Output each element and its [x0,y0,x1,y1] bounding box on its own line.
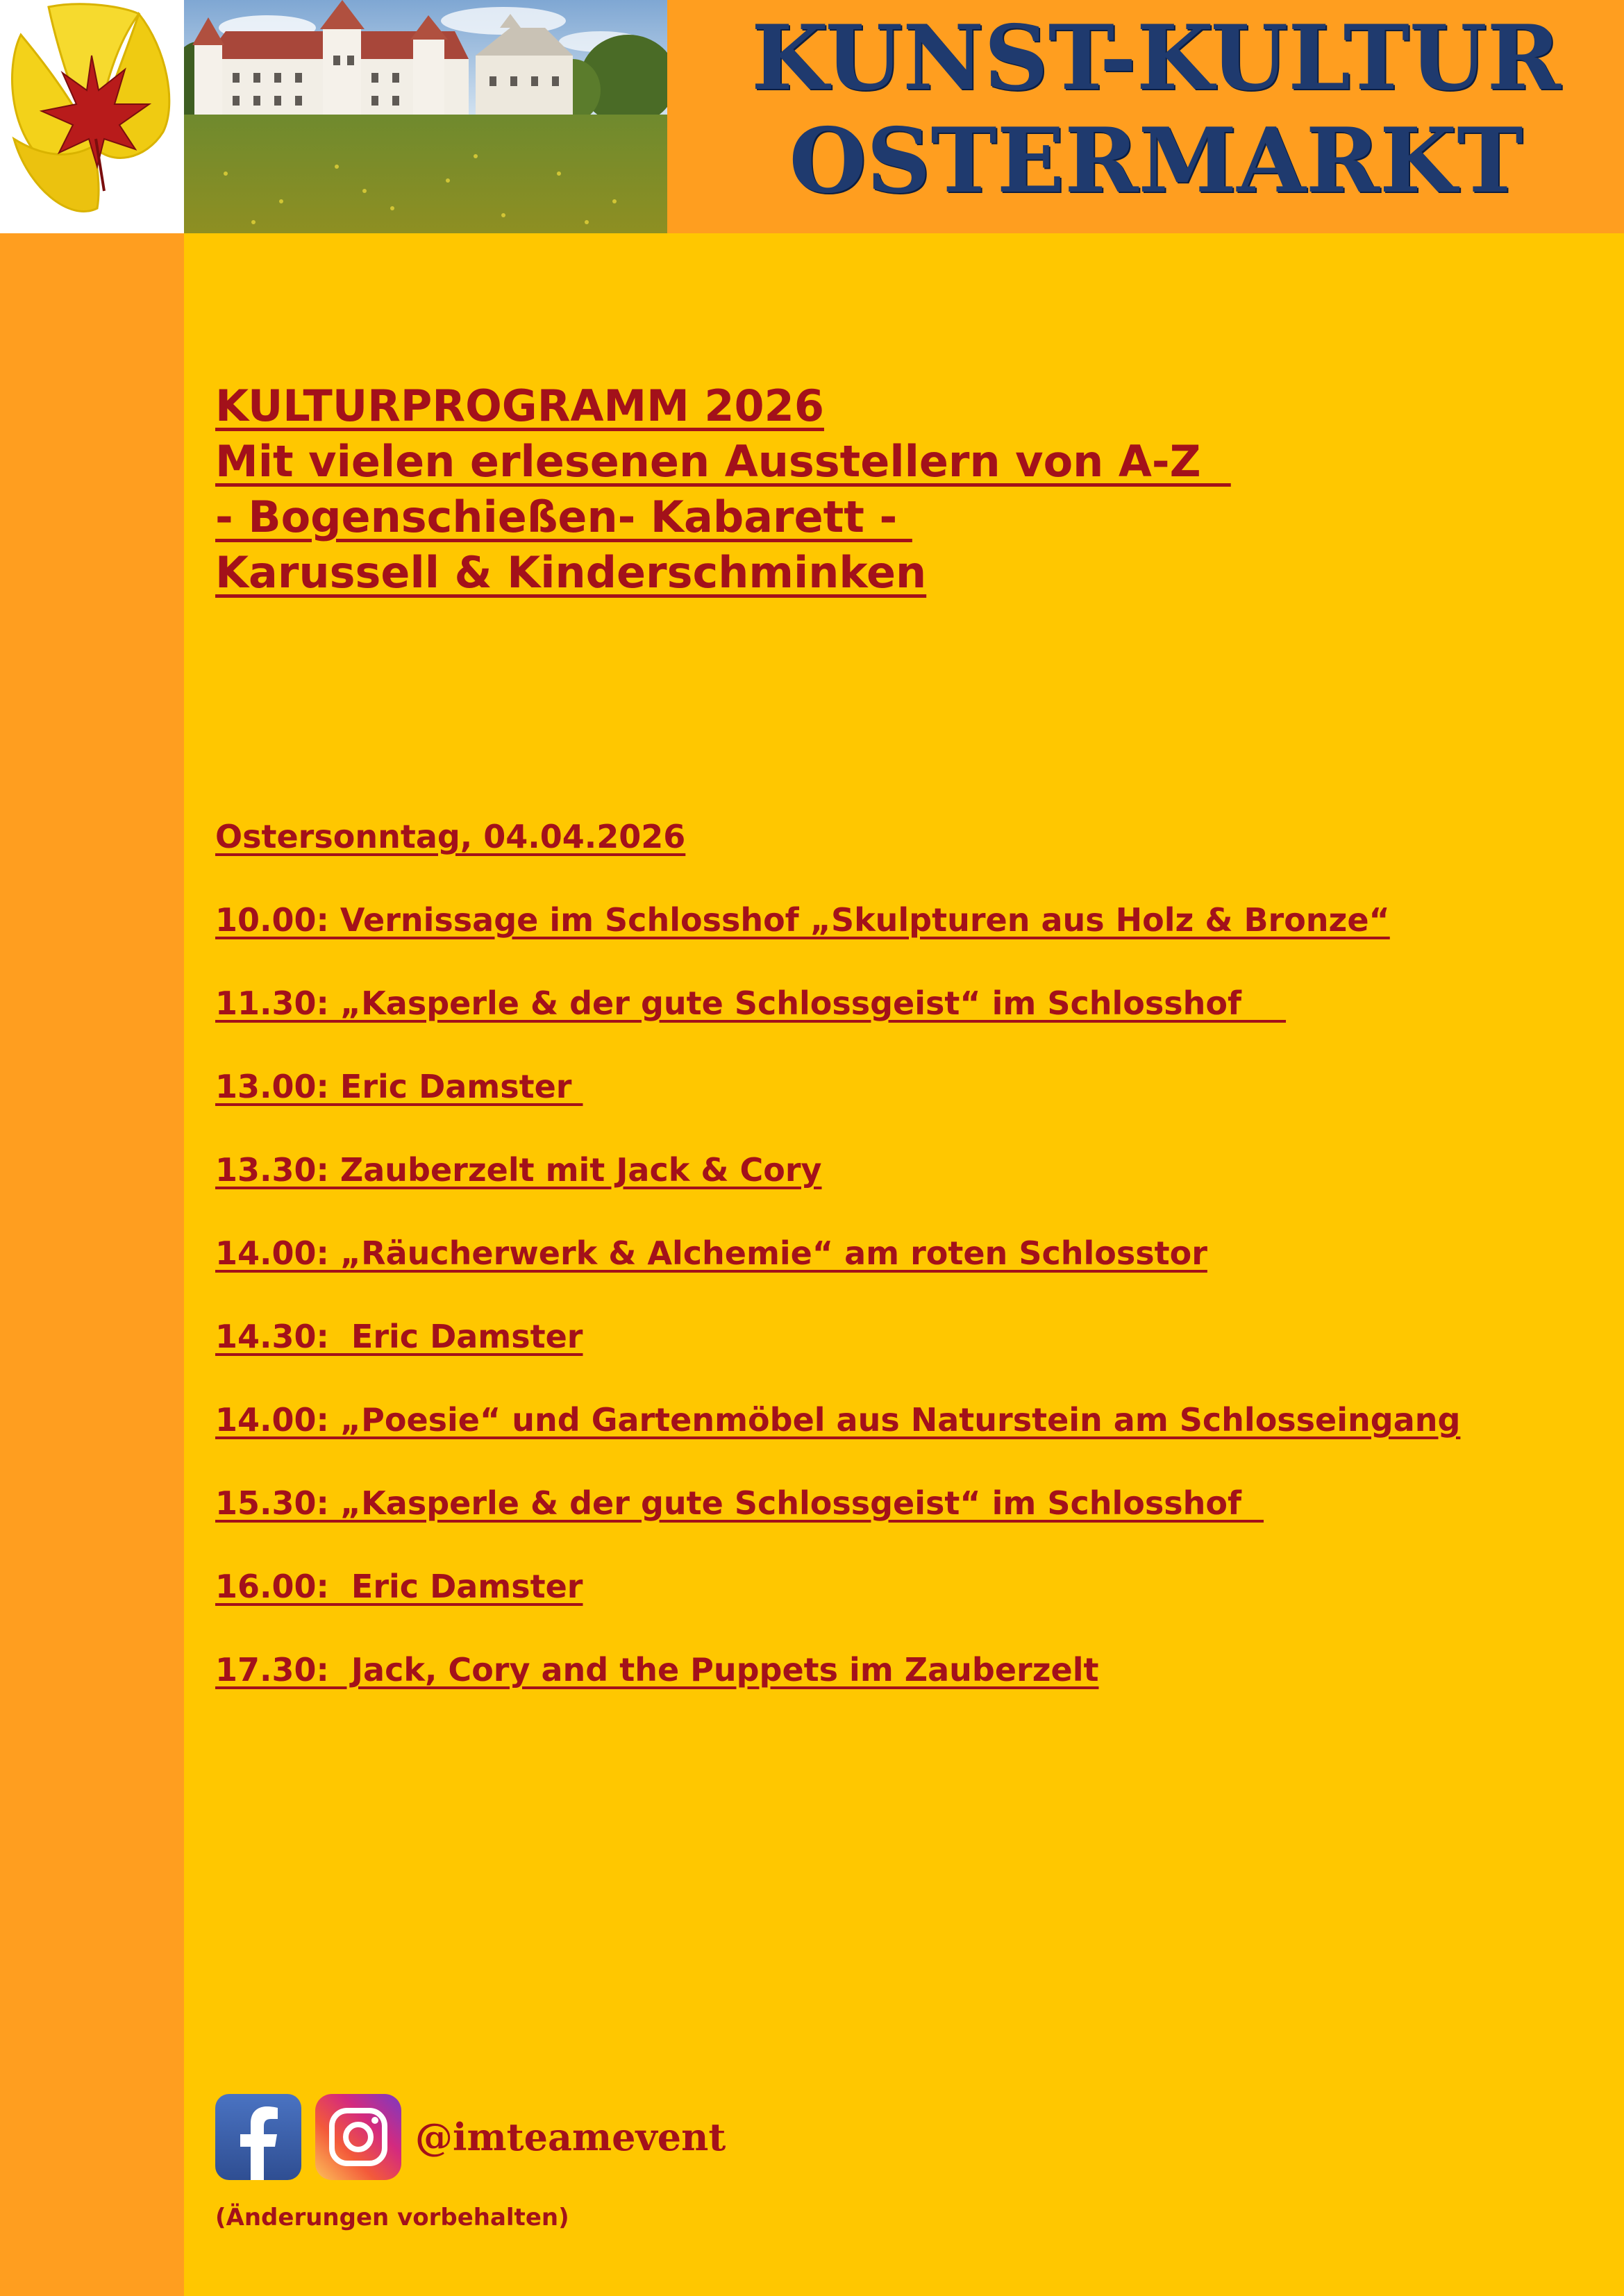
program-intro [215,378,1231,601]
left-accent-strip [0,0,184,2296]
header-title-line1: KUNST-KULTUR [751,6,1562,110]
schedule-item: 13.00: Eric Damster [215,1068,583,1105]
schedule-item: 15.30: „Kasperle & der gute Schlossgeist“ im Schlosshof [215,1484,1264,1522]
schedule-item: 10.00: Vernissage im Schlosshof „Skulpturen aus Holz & Bronze“ [215,901,1390,939]
social-links [215,2094,726,2180]
leaf-logo [0,0,184,233]
header-title-line2: OSTERMARKT [789,109,1523,213]
intro-line-1: KULTURPROGRAMM 2026 [215,380,824,431]
header-title [694,7,1618,212]
schedule-item: 14.00: „Räucherwerk & Alchemie“ am roten Schlosstor [215,1234,1207,1272]
changes-reserved-note: (Änderungen vorbehalten) [215,2204,569,2231]
social-handle[interactable]: @imteamevent [415,2115,726,2159]
schedule-item: 14.30: Eric Damster [215,1318,583,1355]
schedule-item: 14.00: „Poesie“ und Gartenmöbel aus Naturstein am Schlosseingang [215,1401,1461,1439]
schedule-item: 13.30: Zauberzelt mit Jack & Cory [215,1151,822,1189]
intro-line-2: Mit vielen erlesenen Ausstellern von A-Z [215,436,1231,487]
castle-photo [184,0,667,233]
instagram-icon[interactable] [315,2094,401,2180]
intro-line-4: Karussell & Kinderschminken [215,547,927,598]
schedule-item: 17.30: Jack, Cory and the Puppets im Zauberzelt [215,1651,1099,1689]
facebook-icon[interactable] [215,2094,301,2180]
schedule-item: 16.00: Eric Damster [215,1568,583,1605]
schedule-item: 11.30: „Kasperle & der gute Schlossgeist“ im Schlosshof [215,984,1287,1022]
schedule-date: Ostersonntag, 04.04.2026 [215,818,686,855]
event-schedule [215,818,1460,1734]
intro-line-3: - Bogenschießen- Kabarett - [215,492,912,542]
